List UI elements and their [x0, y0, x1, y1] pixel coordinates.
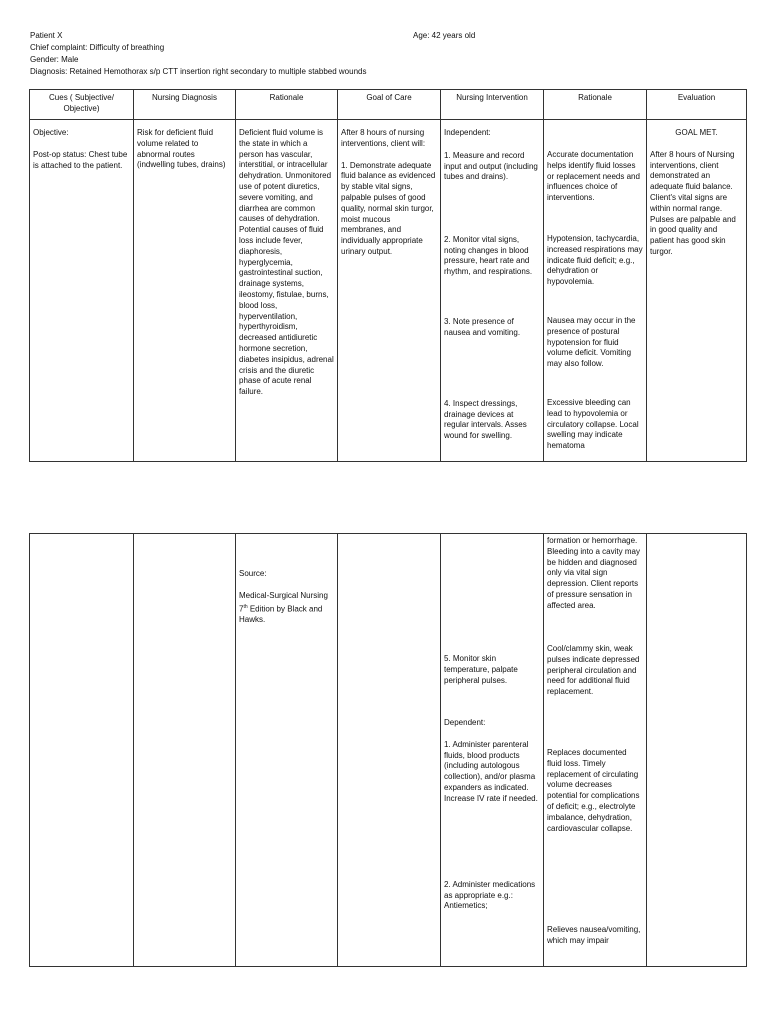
cues-cell	[30, 120, 134, 462]
intervention-cell	[441, 534, 544, 967]
intervention-item: 1. Measure and record input and output (including tubes and drains).	[444, 150, 538, 182]
rationale-item: Replaces documented fluid loss. Timely replacement of circulating volume decreases potential for complications of deficit; e.g., electrolyte imbalance, dehydration, cardiovascular collapse.	[547, 748, 640, 833]
age-label: Age: 42 years old	[413, 31, 476, 40]
evaluation-cell	[647, 120, 747, 462]
intervention-heading: Independent:	[444, 128, 491, 137]
evaluation-title: GOAL MET.	[675, 128, 718, 137]
rationale-item: Excessive bleeding can lead to hypovolemia or circulatory collapse. Local swelling may indicate hematoma	[547, 398, 639, 451]
diagnosis-label: Diagnosis: Retained Hemothorax s/p CTT insertion right secondary to multiple stabbed wounds	[30, 67, 367, 76]
intervention-item: 3. Note presence of nausea and vomiting.	[444, 316, 521, 337]
goal-cell	[338, 534, 441, 967]
care-plan-table-page1	[29, 89, 747, 462]
evaluation-cell	[647, 534, 747, 967]
rationale-item: formation or hemorrhage. Bleeding into a cavity may be hidden and diagnosed only via vital sign depression. Client reports of pressure sensation in affected area.	[547, 536, 640, 610]
rationale-2-cell	[544, 534, 647, 967]
intervention-cell	[441, 120, 544, 462]
source-cell	[236, 534, 338, 967]
col-header-cues: Cues ( Subjective/ Objective)	[30, 90, 134, 120]
source-citation: Medical-Surgical Nursing 7th Edition by Black and Hawks.	[239, 590, 328, 625]
rationale-2-cell	[544, 120, 647, 462]
col-header-diagnosis: Nursing Diagnosis	[134, 90, 236, 120]
rationale-cell: Deficient fluid volume is the state in which a person has vascular, interstitial, or intracellular dehydration. Unmonitored use of potent diuretics, severe vomiting, and diarrhea are common causes of dehydration. Potential causes of fluid loss include fever, diaphoresis, hyperglycemia, gastrointestinal suction, drainage systems, ileostomy, fistulae, burns, blood loss, hyperventilation, hyperthyroidism, decreased antidiuretic hormone secretion, diabetes insipidus, adrenal crisis and the diuretic phase of acute renal failure.	[236, 120, 338, 462]
table-row	[30, 534, 747, 967]
rationale-item: Nausea may occur in the presence of postural hypotension for fluid volume deficit. Vomiting may also follow.	[547, 316, 636, 369]
rationale-item: Hypotension, tachycardia, increased respirations may indicate fluid deficit; e.g., dehydration or hypovolemia.	[547, 234, 643, 287]
col-header-evaluation: Evaluation	[647, 90, 747, 120]
col-header-rationale-2: Rationale	[544, 90, 647, 120]
cues-body: Post-op status: Chest tube is attached to the patient.	[33, 149, 128, 170]
intervention-item: 2. Monitor vital signs, noting changes in blood pressure, heart rate and rhythm, and respirations.	[444, 234, 533, 277]
col-header-goal: Goal of Care	[338, 90, 441, 120]
goal-intro: After 8 hours of nursing interventions, client will:	[341, 128, 426, 148]
rationale-item: Relieves nausea/vomiting, which may impair	[547, 925, 641, 945]
dependent-heading: Dependent:	[444, 718, 486, 727]
diagnosis-cell: Risk for deficient fluid volume related to abnormal routes (indwelling tubes, drains)	[134, 120, 236, 462]
chief-complaint: Chief complaint: Difficulty of breathing	[30, 43, 165, 52]
rationale-item: Cool/clammy skin, weak pulses indicate depressed peripheral circulation and need for additional fluid replacement.	[547, 644, 640, 697]
intervention-item: 5. Monitor skin temperature, palpate peripheral pulses.	[444, 654, 518, 685]
goal-item: 1. Demonstrate adequate fluid balance as evidenced by stable vital signs, palpable pulses of good quality, normal skin turgor, moist mucous membranes, and individually appropriate urinary output.	[341, 160, 436, 256]
table-header-row	[30, 90, 747, 120]
gender-label: Gender: Male	[30, 55, 79, 64]
rationale-item: Accurate documentation helps identify fluid losses or replacement needs and influences choice of interventions.	[547, 150, 640, 203]
col-header-intervention: Nursing Intervention	[441, 90, 544, 120]
cues-cell	[30, 534, 134, 967]
source-label: Source:	[239, 569, 267, 578]
col-header-rationale: Rationale	[236, 90, 338, 120]
table-row	[30, 120, 747, 462]
goal-cell	[338, 120, 441, 462]
intervention-item: 4. Inspect dressings, drainage devices at regular intervals. Asses wound for swelling.	[444, 398, 527, 441]
intervention-item: 1. Administer parenteral fluids, blood products (including autologous collection), and/or plasma expanders as indicated. Increase IV rate if needed.	[444, 739, 538, 803]
diagnosis-cell	[134, 534, 236, 967]
patient-label: Patient X	[30, 31, 63, 40]
cues-title: Objective:	[33, 128, 69, 137]
evaluation-body: After 8 hours of Nursing interventions, client demonstrated an adequate fluid balance. Client's vital signs are within normal range. Pulses are palpable and in good quality and patient has good skin turgor.	[650, 149, 736, 256]
care-plan-table-page2	[29, 533, 747, 967]
intervention-item: 2. Administer medications as appropriate e.g.: Antiemetics;	[444, 879, 536, 911]
